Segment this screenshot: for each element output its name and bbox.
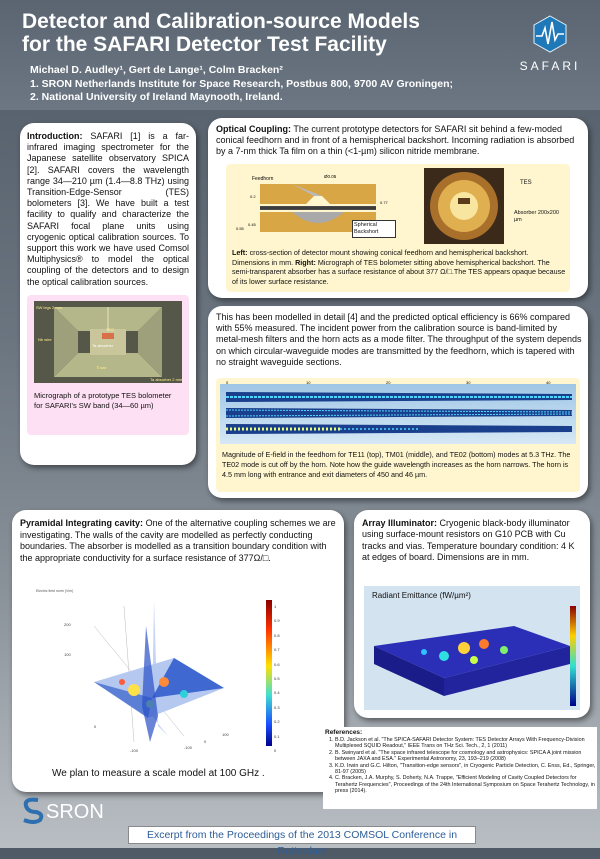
label-dim-02: 0.2	[250, 194, 256, 199]
radiant-emittance-plot	[364, 586, 580, 710]
reference-item: 3. K.D. Irwin and G.C. Hilton, "Transition-edge sensors", in Cryogenic Particle Detection, C. Enss, Ed., Springer, 81-97 (2005)	[335, 763, 597, 776]
intro-body: SAFARI [1] is a far-infrared imaging spectrometer for the Japanese satellite observatory SPICA [2]. SAFARI covers the wavelength range 34—210 µm (1.4—8.8 THz) using Transition-Edge-Sensor (TES) bolometers [3]. We have built a test facility to qualify and characterize the SAFARI focal plane units using cryogenic optical calibration sources. To support this work we have used Comsol Multiphysics® to model the optical coupling of the detectors and to design the optical calibration sources.	[27, 131, 189, 287]
label-dim-077: 0.77	[380, 200, 388, 205]
tes-backshort-micrograph	[424, 168, 504, 244]
safari-logo	[512, 14, 588, 76]
cbar-tick: 0.7	[274, 647, 280, 653]
axis-tick-0: 0	[226, 380, 229, 385]
intro-heading: Introduction:	[27, 131, 83, 141]
feedhorn-figure-frame	[216, 378, 580, 492]
cbar-tick: 0.3	[274, 704, 280, 710]
cavity-tick-e: 0	[94, 724, 97, 729]
cavity-colorbar	[266, 600, 272, 746]
cavity-heading: Pyramidal Integrating cavity:	[20, 518, 144, 528]
feedhorn-panel	[208, 306, 588, 498]
tes-micrograph	[34, 301, 182, 383]
intro-panel	[20, 123, 196, 465]
radiant-emittance-label: Radiant Emittance (fW/µm²)	[372, 591, 471, 600]
cavity-field-plot	[34, 586, 288, 756]
array-heading: Array Illuminator:	[362, 518, 438, 528]
logo-text: SAFARI	[519, 59, 581, 73]
optical-text	[216, 124, 582, 158]
caption-left: cross-section of detector mount showing conical feedhorn and hemispherical backshort. Dimensions in mm.	[232, 248, 529, 267]
micro-label-absorber: Ta absorber	[92, 343, 114, 348]
cavity-tick-a: -100	[184, 745, 193, 750]
micro-label-tes: TES	[106, 327, 114, 332]
micro-label-scale: Ta absorber 2 mm	[150, 377, 182, 382]
caption-right-head: Right:	[295, 257, 316, 267]
cavity-colorbar-ticks	[274, 600, 286, 754]
cavity-tick-d: -100	[130, 748, 139, 753]
label-tes: TES	[520, 180, 532, 186]
cbar-tick: 0	[274, 748, 277, 754]
label-feedhorn: Feedhorn	[252, 176, 274, 182]
feedhorn-caption: Magnitude of E-field in the feedhorn for TE11 (top), TM01 (middle), and TE02 (bottom) modes at 5.3 THz. The TE02 mode is cut off by the horn. Note how the guide wavelength increases as the horn narrows. The horn is 4.5 mm long with entrance and exit diameters of 450 and 46 µm.	[222, 450, 571, 479]
intro-figure-frame	[27, 295, 189, 435]
optical-heading: Optical Coupling:	[216, 124, 291, 134]
cavity-tick-g: 200	[64, 622, 71, 627]
array-panel	[354, 510, 590, 718]
cbar-tick: 0.1	[274, 733, 280, 739]
sron-logo-icon	[20, 794, 130, 826]
feedhorn-text: This has been modelled in detail [4] and the predicted optical efficiency is 66% compared with 55% measured. The incident power from the calibration source is band-limited by metal-mesh filters and the horn acts as a mode filter. The throughput of the system depends on which circular-waveguide modes are transmitted by the feedhorn, which is tapered with no straight waveguide sections.	[216, 312, 582, 367]
caption-right: Micrograph of TES bolometer sitting above hemispherical backshort. The semi-transparent absorber has a surface resistance of about 377 Ω/□.The TES appears opaque because of its lower surface resistance.	[232, 257, 566, 286]
label-dim-045: 0.45	[248, 222, 256, 227]
sron-text: SRON	[46, 801, 104, 823]
axis-tick-20: 20	[386, 380, 391, 385]
cavity-tick-c: 100	[222, 732, 229, 737]
reference-item: 1. B.D. Jackson et al. "The SPICA-SAFARI Detector System: TES Detector Arrays With Frequency-Division Multiplexed SQUID Readout," IEEE Trans on THz Sci. Tech., 2, 1 (2011)	[335, 737, 597, 750]
cbar-tick: 0.2	[274, 719, 280, 725]
reference-item: 2. B. Swinyard et al. "The space infrared telescope for cosmology and astrophysics: SPICA A joint mission between JAXA and ESA." Experimental Astronomy, 23, 193–219 (2008)	[335, 750, 597, 763]
cavity-body: One of the alternative coupling schemes we are investigating. The walls of the cavity are modelled as perfectly conducting boundaries. The absorber is modelled as a transition boundary condition with the appropriate conductivity for a surface resistance of 377Ω/□.	[20, 518, 336, 563]
cavity-tick-f: 100	[64, 652, 71, 657]
efield-mode-plot	[220, 380, 576, 444]
cavity-note: We plan to measure a scale model at 100 GHz .	[52, 768, 265, 779]
safari-logo-icon	[512, 14, 588, 76]
references-box	[323, 727, 597, 809]
optical-caption	[232, 248, 566, 286]
micro-label-nb-wire: Nb wire	[38, 337, 52, 342]
cavity-text	[20, 518, 338, 564]
cbar-tick: 0.4	[274, 690, 280, 696]
cbar-tick: 0.6	[274, 661, 280, 667]
array-text	[362, 518, 584, 564]
cbar-tick: 0.8	[274, 632, 280, 638]
emittance-colorbar	[570, 606, 576, 706]
reference-item: 4. C. Bracken, J.A. Murphy, S. Doherty, N.A. Trappe, "Efficient Modeling of Cavity Coupled Detectors for Terahertz Frequencies", Proceedings of the 24th International Symposium on Space Terahertz Technology, in press (2014).	[335, 775, 597, 794]
axis-tick-40: 40	[546, 380, 551, 385]
references-heading: References:	[325, 729, 363, 736]
label-backshort: Spherical Backshort	[352, 220, 396, 238]
optical-figure-frame	[226, 164, 570, 292]
cbar-tick: 1	[274, 604, 277, 609]
cbar-tick: 0.5	[274, 676, 280, 682]
axis-tick-30: 30	[466, 380, 471, 385]
cbar-tick: 0.9	[274, 618, 280, 624]
intro-text	[27, 131, 189, 288]
caption-left-head: Left:	[232, 248, 248, 257]
cavity-plot-title: Electric field norm (V/m)	[36, 589, 74, 593]
author-block: Michael D. Audley¹, Gert de Lange¹, Colm Bracken² 1. SRON Netherlands Institute for Space Research, Postbus 800, 9700 AV Groningen; 2. National University of Ireland Maynooth, Ireland.	[30, 64, 454, 103]
optical-panel	[208, 118, 588, 298]
label-dim-diameter: Ø0.05	[324, 174, 337, 179]
references-list	[323, 737, 597, 795]
axis-tick-10: 10	[306, 380, 311, 385]
poster-title: Detector and Calibration-source Models for the SAFARI Detector Test Facility	[22, 10, 420, 56]
cavity-panel	[12, 510, 344, 792]
micro-label-sw-legs: SW legs 2 mm	[36, 305, 63, 310]
optical-body: The current prototype detectors for SAFARI sit behind a few-moded conical feedhorn and in front of a hemispherical backshort. Incoming radiation is absorbed by a 7-nm thick Ta film on a thin (<1-µm) silicon nitride membrane.	[216, 124, 575, 157]
label-dim-055: 0.55	[236, 226, 244, 231]
array-body: Cryogenic black-body illuminator using surface-mount resistors on G10 PCB with Cu tracks and vias. Temperature boundary condition: 4 K at edges of board. Dimensions are in mm.	[362, 518, 575, 563]
micro-label-ti-bar: Ti bar	[96, 365, 107, 370]
intro-caption: Micrograph of a prototype TES bolometer for SAFARI's SW band (34—60 µm)	[34, 391, 172, 410]
cavity-tick-b: 0	[204, 739, 207, 744]
label-absorber: Absorber 200x200 µm	[514, 210, 559, 223]
footer-banner: Excerpt from the Proceedings of the 2013 COMSOL Conference in Rotterdam	[128, 826, 476, 844]
sron-logo	[20, 794, 130, 826]
